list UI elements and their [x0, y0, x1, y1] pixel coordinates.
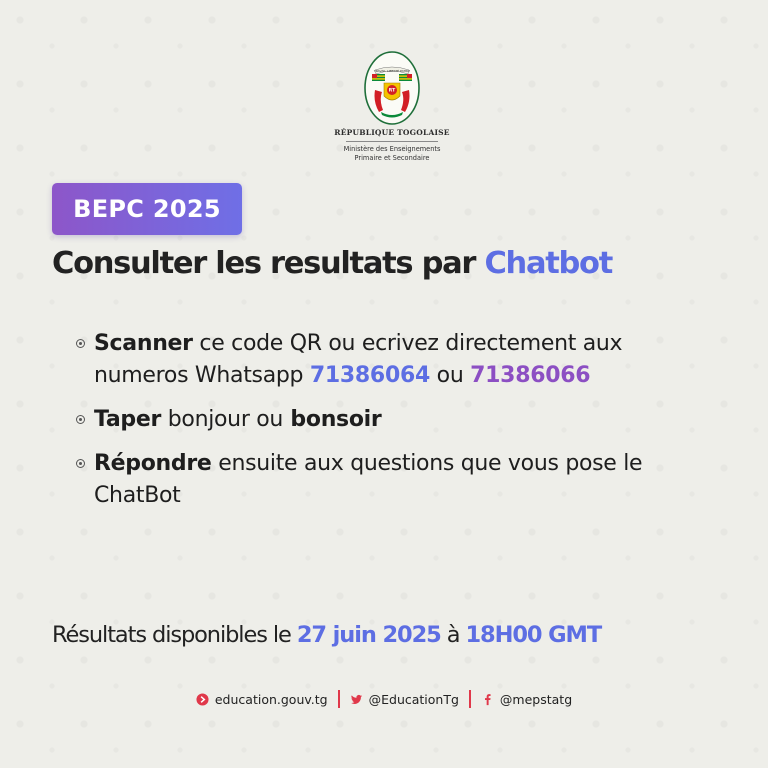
facebook-link[interactable]: [481, 692, 572, 707]
bullet-keyword-2: bonsoir: [283, 407, 382, 432]
list-item: [76, 448, 696, 512]
bullet-text: ensuite aux questions que vous pose le ChatBot: [94, 451, 643, 508]
facebook-icon: [481, 693, 494, 706]
website-text: education.gouv.tg: [214, 691, 328, 707]
exam-badge: [52, 183, 242, 235]
bullet-icon: [76, 339, 85, 348]
bullet-icon: [76, 415, 85, 424]
headline-accent: Chatbot: [484, 246, 612, 281]
bullet-connector: ou: [256, 407, 284, 432]
twitter-icon: [350, 693, 363, 706]
separator: [469, 690, 471, 708]
whatsapp-number-2: 71386066: [470, 363, 591, 388]
ministry-name: [320, 145, 464, 163]
instructions-list: [76, 328, 696, 512]
results-middle: à: [440, 622, 466, 648]
footer: [0, 688, 768, 710]
bullet-keyword: Taper: [94, 407, 162, 432]
twitter-link[interactable]: [350, 692, 459, 707]
coat-of-arms-icon: [363, 50, 421, 126]
list-item: [76, 328, 696, 392]
facebook-handle: @mepstatg: [499, 691, 573, 707]
bullet-text: bonjour: [161, 407, 257, 432]
list-item: [76, 404, 696, 436]
results-date: 27 juin 2025: [296, 622, 441, 648]
twitter-handle: @EducationTg: [368, 691, 459, 707]
initials-text: RT: [388, 88, 396, 94]
separator: [338, 690, 340, 708]
exam-badge-label: BEPC 2025: [73, 195, 221, 223]
results-prefix: Résultats disponibles le: [52, 622, 297, 648]
ministry-line-2: Primaire et Secondaire: [354, 154, 430, 162]
bullet-icon: [76, 459, 85, 468]
bullet-keyword: Répondre: [94, 451, 212, 476]
bullet-text: ce code QR ou ecrivez directement aux numeros Whatsapp: [94, 331, 623, 388]
website-link[interactable]: [196, 692, 328, 707]
bullet-keyword: Scanner: [94, 331, 193, 356]
country-name: RÉPUBLIQUE TOGOLAISE: [334, 128, 450, 137]
motto-text: TRAVAIL LIBERTÉ PATRIE: [373, 69, 411, 73]
web-icon: [196, 693, 209, 706]
whatsapp-number-1: 71386064: [309, 363, 430, 388]
ministry-line-1: Ministère des Enseignements: [343, 145, 441, 153]
bullet-connector: ou: [429, 363, 471, 388]
results-time: 18H00 GMT: [465, 622, 602, 648]
divider: [346, 141, 438, 142]
headline: [52, 246, 732, 281]
headline-prefix: Consulter les resultats par: [52, 246, 485, 281]
results-availability: [52, 622, 732, 648]
